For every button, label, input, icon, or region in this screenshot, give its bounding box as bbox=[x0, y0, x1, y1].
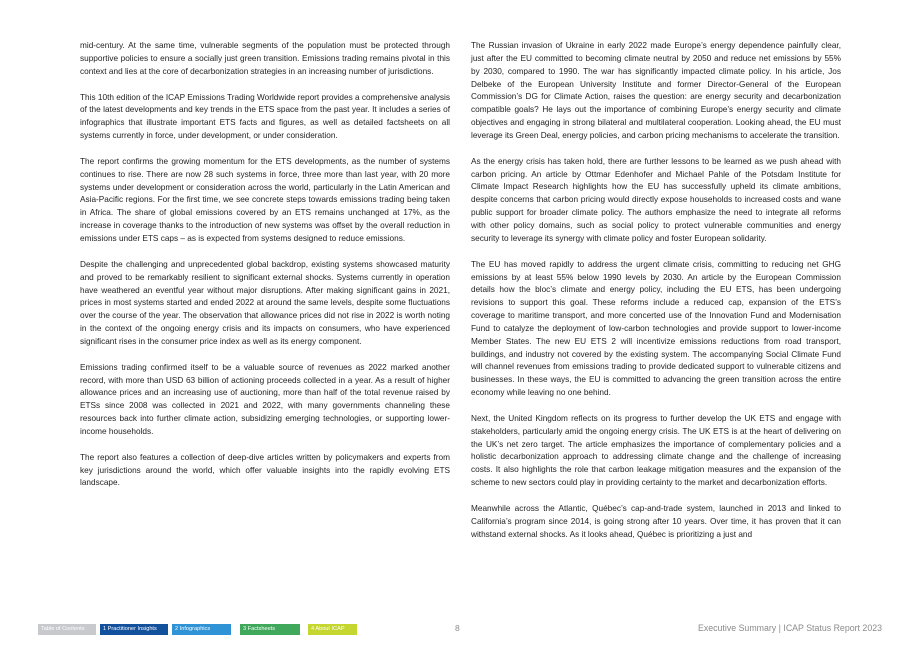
nav-tab-factsheets[interactable]: 3 Factsheets bbox=[240, 624, 300, 635]
nav-tab-practitioner-insights[interactable]: 1 Practitioner Insights bbox=[100, 624, 168, 635]
paragraph: As the energy crisis has taken hold, there are further lessons to be learned as we push ahead with carbon pricing. An article by Ottmar Edenhofer and Michael Pahle of the Potsdam Institute for Climate Impact Research highlights how the EU has successfully upheld its climate ambitions, despite concerns that carbon pricing would directly expose households to increased costs and wane public support for broader climate policy. The authors emphasize the need to integrate all reforms with other policy domains, such as social policy to protect vulnerable communities and energy security to leverage its synergy with climate policy and foster European solidarity. bbox=[471, 156, 841, 243]
paragraph: Next, the United Kingdom reflects on its progress to further develop the UK ETS and engage with stakeholders, particularly amid the ongoing energy crisis. The UK ETS is at the heart of delivering on the UK’s net zero target. The article emphasizes the importance of complementary policies and a holistic decarbonization approach to addressing climate change and the challenge of increasing costs. It also highlights the role that carbon leakage mitigation measures and the expansion of the scheme to new sectors could play in providing certainty to the market and decarbonization efforts. bbox=[471, 413, 841, 488]
paragraph: Meanwhile across the Atlantic, Québec’s cap-and-trade system, launched in 2013 and linked to California’s program since 2014, is going strong after 10 years. Over time, it has proven that it can withstand external shocks. As it looks ahead, Québec is prioritizing a just and bbox=[471, 504, 841, 539]
paragraph: The report confirms the growing momentum for the ETS developments, as the number of systems continues to rise. There are now 28 such systems in force, three more than last year, with 20 more systems under development or consideration across the world, particularly in the Latin American and Asia-Pacific regions. For the first time, we see concrete steps towards emissions trading being taken in Africa. The share of global emissions covered by an ETS remains unchanged at 17%, as the increase in coverage thanks to the introduction of new systems was offset by the overall reduction in emissions under ETS caps – as is expected from systems designed to reduce emissions. bbox=[80, 156, 450, 243]
paragraph: The Russian invasion of Ukraine in early 2022 made Europe’s energy dependence painfully clear, just after the EU committed to becoming climate neutral by 2050 and reduce net emissions by 55% by 2030, compared to 1990. The war has significantly impacted climate policy. In his article, Jos Delbeke of the European University Institute and former Director-General of the European Commission’s DG for Climate Action, raises the question: are energy security and decarbonization compatible goals? He lays out the importance of combining Europe’s energy security and climate objectives and engaging in strong bilateral and multilateral cooperation. Looking ahead, the EU must leverage its Green Deal, energy policies, and carbon pricing mechanisms to accelerate the transition. bbox=[471, 41, 841, 140]
paragraph: The report also features a collection of deep-dive articles written by policymakers and experts from key jurisdictions around the world, which offer valuable insights into the rapidly evolving ETS landscape. bbox=[80, 452, 450, 488]
paragraph: mid-century. At the same time, vulnerable segments of the population must be protected through supportive policies to ensure a socially just green transition. Emissions trading remains pivotal in this context and lies at the core of decarbonization strategies in an increasing number of jurisdictions. bbox=[80, 41, 450, 76]
nav-tab-infographics[interactable]: 2 Infographics bbox=[172, 624, 231, 635]
running-title: Executive Summary | ICAP Status Report 2023 bbox=[697, 623, 882, 633]
nav-tab-about-icap[interactable]: 4 About ICAP bbox=[308, 624, 357, 635]
nav-tab-table-of-contents[interactable]: Table of Contents bbox=[38, 624, 96, 635]
section-nav bbox=[38, 624, 357, 635]
page-footer bbox=[0, 620, 920, 640]
right-text-column bbox=[471, 40, 841, 555]
left-text-column bbox=[80, 40, 450, 503]
paragraph: Emissions trading confirmed itself to be a valuable source of revenues as 2022 marked another record, with more than USD 63 billion of actioning proceeds collected in a year. As a result of higher allowance prices and an increasing use of auctioning, more than half of the total revenue raised by ETSs since 2008 was collected in 2021 and 2022, with many governments channeling these resources back into further climate action, subsidizing emerging technologies, or supporting lower-income households. bbox=[80, 362, 450, 436]
paragraph: The EU has moved rapidly to address the urgent climate crisis, committing to reducing net GHG emissions by at least 55% below 1990 levels by 2030. An article by the European Commission details how the bloc’s climate and energy policy, including the EU ETS, has been undergoing revisions to support this goal. These reforms include a reduced cap, expansion of the ETS’s coverage to maritime transport, and more concerted use of the Innovation Fund and Modernisation Fund to catalyze the deployment of low-carbon technologies and provide support to lower-income Member States. The new EU ETS 2 will incentivize emissions reductions from road transport, buildings, and industry not covered by the existing system. The accompanying Social Climate Fund will channel revenues from emissions trading to provide dedicated support to vulnerable citizens and businesses. In these ways, the EU is committed to advancing the green transition across the entire economy while leaving no one behind. bbox=[471, 259, 841, 398]
page-number: 8 bbox=[455, 623, 460, 633]
paragraph: This 10th edition of the ICAP Emissions Trading Worldwide report provides a comprehensive analysis of the latest developments and key trends in the ETS space from the past year. It includes a series of infographics that illustrate important ETS facts and figures, as well as detailed factsheets on all systems currently in force, under development, or under consideration. bbox=[80, 92, 450, 141]
paragraph: Despite the challenging and unprecedented global backdrop, existing systems showcased maturity and proved to be remarkably resilient to significant external shocks. Systems currently in operation have weathered an eventful year without major disruptions. After making significant gains in 2021, prices in most systems started and ended 2022 at around the same levels, despite some fluctuations over the course of the year. The observation that allowance prices did not rise in 2022 is worth noting in the context of the ongoing energy crisis and its impacts on consumers, who have experienced significant rises in the consumer price index as well as its energy component. bbox=[80, 259, 450, 346]
